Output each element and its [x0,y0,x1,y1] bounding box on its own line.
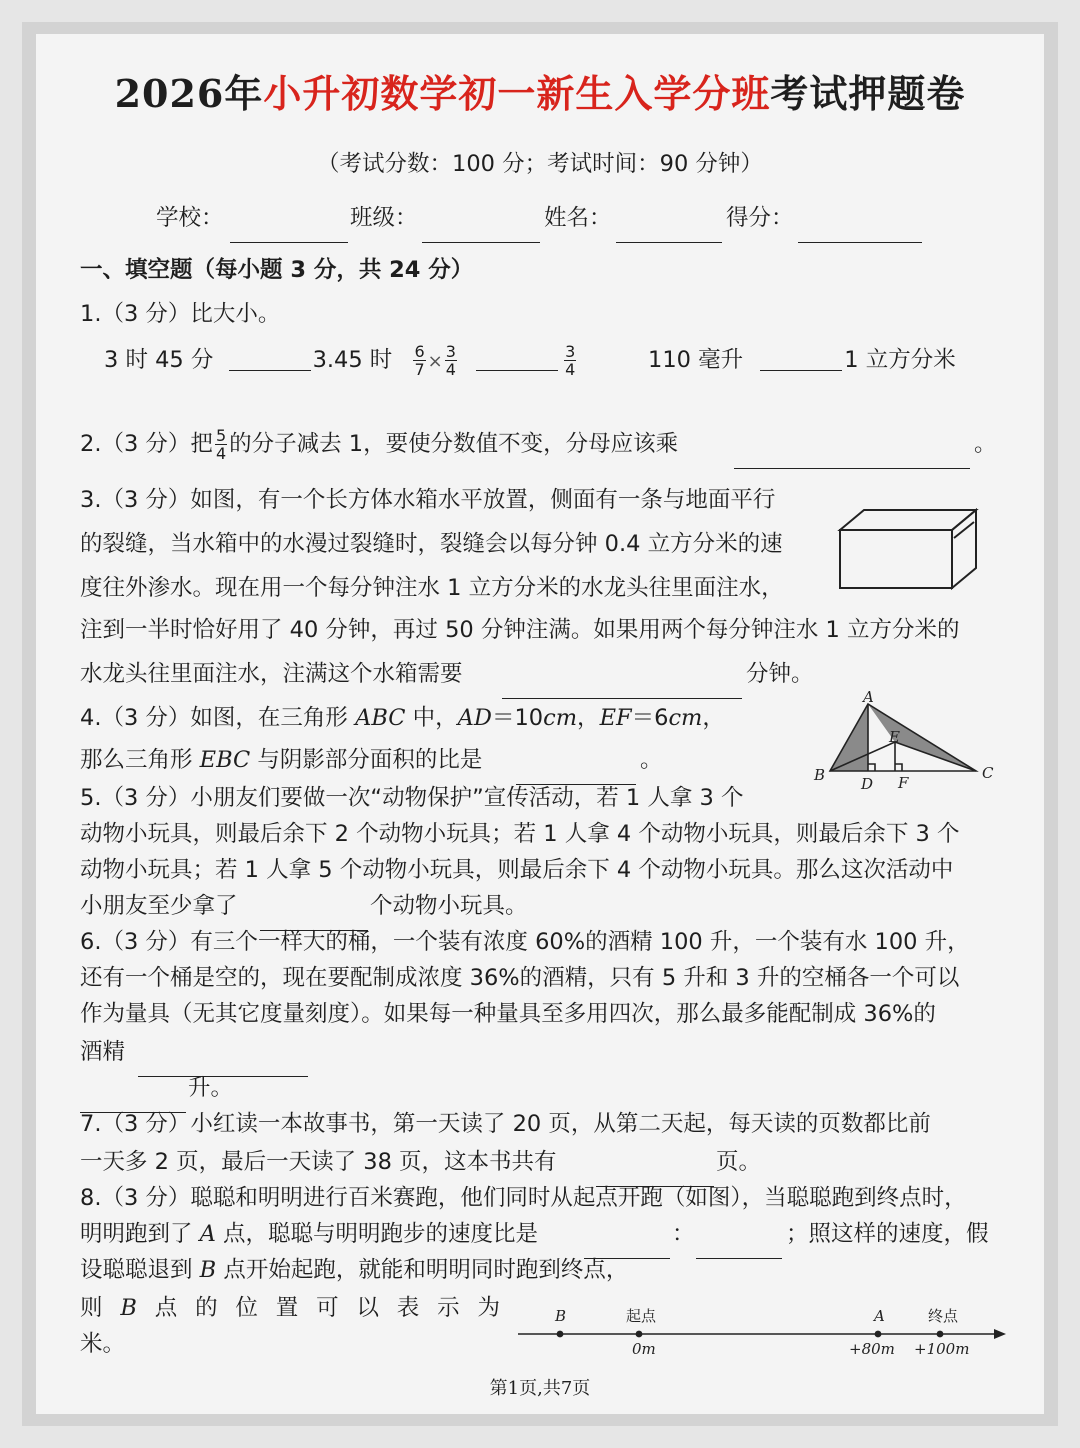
q6-line-5: 升。 [188,1075,234,1101]
q2-post: 的分子减去 1，要使分数值不变，分母应该乘 [229,431,679,457]
q3-line-1: 3.（3 分）如图，有一个长方体水箱水平放置，侧面有一条与地面平行 [80,487,776,513]
exam-info: （考试分数：100 分；考试时间：90 分钟） [317,151,763,177]
q8-text: 点，聪聪与明明跑步的速度比是 [215,1221,539,1247]
q8-text: 明明跑到了 [80,1221,200,1247]
field-class-blank[interactable] [422,226,540,243]
frac-den: 4 [565,360,576,379]
title-highlight: 小升初数学初一新生入学分班 [263,71,771,116]
q4-text: 与阴影部分面积的比是 [250,747,483,773]
frac-num: 3 [445,342,456,361]
q6-line-1: 6.（3 分）有三个一样大的桶，一个装有浓度 60%的酒精 100 升，一个装有水 100 升， [80,929,970,955]
q8-char: 以 [356,1295,379,1321]
point-b-dot [557,1331,564,1338]
q8-char: 置 [275,1295,299,1321]
q8-text: 设聪聪退到 [80,1257,200,1283]
q1-c-right: 1 立方分米 [844,347,956,373]
q7-line-2-end: 页。 [716,1149,762,1175]
frac-den: 7 [414,360,425,379]
water-tank-figure [836,504,984,596]
q1-fraction-3-4 [445,343,457,378]
q8-point-a: A [199,1221,216,1247]
right-angle-f [895,764,902,771]
q1-answer-3[interactable] [760,348,842,372]
line-label-a: A [874,1307,885,1325]
q4-ef-value: ＝6 [631,705,669,731]
field-name-label: 姓名： [544,205,612,231]
q4-line-1 [80,700,725,736]
q2-pre: 2.（3 分）把 [80,431,213,457]
q7-line-1: 7.（3 分）小红读一本故事书，第一天读了 20 页，从第二天起，每天读的页数都比前 [80,1111,931,1137]
label-d: D [861,775,874,793]
q1-answer-2[interactable] [476,348,558,372]
q8-char: 可 [316,1295,339,1321]
frac-num: 5 [215,426,227,445]
finish-dot [937,1331,944,1338]
line-value-start: 0m [632,1340,656,1358]
triangle-figure [808,690,1004,796]
point-a-dot [875,1331,882,1338]
frac-den: 4 [215,444,227,463]
q8-line-3 [80,1252,628,1288]
q8-colon: ： [672,1221,695,1247]
q2-fraction-5-4 [215,427,227,462]
q8-line-5: 米。 [80,1331,126,1357]
label-c: C [982,764,994,782]
q3-line-3: 度往外渗水。现在用一个每分钟注水 1 立方分米的水龙头往里面注水， [80,575,784,601]
q4-ad-value: ＝10 [491,705,544,731]
q5-line-3: 动物小玩具；若 1 人拿 5 个动物小玩具，则最后余下 4 个动物小玩具。那么这次活动中 [80,857,954,883]
line-value-finish: +100m [914,1340,970,1358]
q4-unit: cm [543,705,578,731]
frac-num: 6 [414,342,425,361]
q4-ad: AD [457,705,492,731]
field-score-blank[interactable] [798,226,922,243]
frac-num: 3 [565,342,576,361]
q8-char: 点 [154,1295,178,1321]
q4-text: 4.（3 分）如图，在三角形 [80,705,356,731]
q1-row-c [648,342,956,378]
right-angle-d [868,764,875,771]
label-f: F [898,774,909,792]
frac-den: 4 [445,360,456,379]
q8-char: 为 [477,1295,500,1321]
q3-line-5: 水龙头往里面注水，注满这个水箱需要 [80,661,463,687]
number-line-figure [512,1300,1012,1366]
q8-char: 示 [437,1295,460,1321]
q8-char: B [120,1295,137,1321]
q8-char: 则 [80,1295,103,1321]
q3-line-4: 注到一半时恰好用了 40 分钟，再过 50 分钟注满。如果用两个每分钟注水 1 立方分米的 [80,617,960,643]
q4-unit: cm [668,705,703,731]
q8-line-4 [80,1290,500,1326]
q1-row [104,342,578,380]
q3-line-5-end: 分钟。 [746,661,814,687]
q6-line-3: 作为量具（无其它度量刻度）。如果每一种量具至多用四次，那么最多能配制成 36%的 [80,1001,936,1027]
axis-arrow-icon [994,1329,1006,1339]
line-label-b: B [555,1307,567,1325]
field-name-blank[interactable] [616,226,722,243]
q4-end-mark: 。 [640,747,663,773]
q8-line-1: 8.（3 分）聪聪和明明进行百米赛跑，他们同时从起点开跑（如图），当聪聪跑到终点时， [80,1185,967,1211]
q8-text: 点开始起跑，就能和明明同时跑到终点， [216,1257,629,1283]
tank-side [952,510,976,588]
section-heading: 一、填空题（每小题 3 分，共 24 分） [80,257,474,283]
page-title [0,68,1080,120]
q4-sep: ， [577,705,600,731]
q3-answer-blank[interactable] [502,682,742,699]
line-label-finish: 终点 [928,1307,959,1325]
q2-text [80,426,678,462]
q8-point-b: B [199,1257,217,1283]
q1-c-left: 110 毫升 [648,347,744,373]
q4-abc: ABC [355,705,406,731]
line-label-start: 起点 [626,1307,657,1325]
q1-a-left: 3 时 45 分 [104,347,214,373]
q8-char: 的 [195,1295,218,1321]
q8-char: 表 [396,1295,420,1321]
field-score-label: 得分： [726,205,794,231]
label-e: E [889,728,900,746]
q4-line-2 [80,742,482,778]
start-dot [636,1331,643,1338]
q8-line-2b: ；照这样的速度，假 [786,1221,989,1247]
q1-fraction-3-4-b [564,343,576,378]
crack-line [954,522,974,538]
q1-answer-1[interactable] [229,348,311,372]
q8-line-2a [80,1216,538,1252]
q1-text: 1.（3 分）比大小。 [80,301,281,327]
q1-a-right: 3.45 时 [312,347,393,373]
label-a: A [863,690,874,706]
q1-fraction-6-7 [413,343,425,378]
q4-ebc: EBC [199,747,251,773]
q6-line-4: 酒精 [80,1039,126,1065]
q2-answer-blank[interactable] [734,452,970,469]
q4-text: 中， [405,705,458,731]
field-school-label: 学校： [156,205,224,231]
tank-front [840,530,952,588]
q8-ratio-blank-2[interactable] [696,1242,782,1259]
q2-end: 。 [974,431,997,457]
q7-line-2: 一天多 2 页，最后一天读了 38 页，这本书共有 [80,1149,557,1175]
page-number: 第1页,共7页 [489,1378,591,1399]
q4-text: 那么三角形 [80,747,200,773]
field-class-label: 班级： [350,205,418,231]
q3-line-2: 的裂缝，当水箱中的水漫过裂缝时，裂缝会以每分钟 0.4 立方分米的速 [80,531,783,557]
q4-ef: EF [599,705,632,731]
line-value-a: +80m [849,1340,895,1358]
q5-line-4-end: 个动物小玩具。 [370,893,528,919]
q8-char: 位 [235,1295,258,1321]
field-school-blank[interactable] [230,226,348,243]
title-year: 2026年 [114,71,264,116]
q6-line-2: 还有一个桶是空的，现在要配制成浓度 36%的酒精，只有 5 升和 3 升的空桶各一个可以 [80,965,960,991]
label-b: B [814,766,826,784]
title-suffix: 考试押题卷 [770,71,966,116]
times-sign: × [427,351,443,372]
q5-line-1: 5.（3 分）小朋友们要做一次“动物保护”宣传活动，若 1 人拿 3 个 [80,785,744,811]
q5-line-2: 动物小玩具，则最后余下 2 个动物小玩具；若 1 人拿 4 个动物小玩具，则最后余下 3 个 [80,821,960,847]
q5-line-4: 小朋友至少拿了 [80,893,238,919]
q4-end: ， [702,705,725,731]
